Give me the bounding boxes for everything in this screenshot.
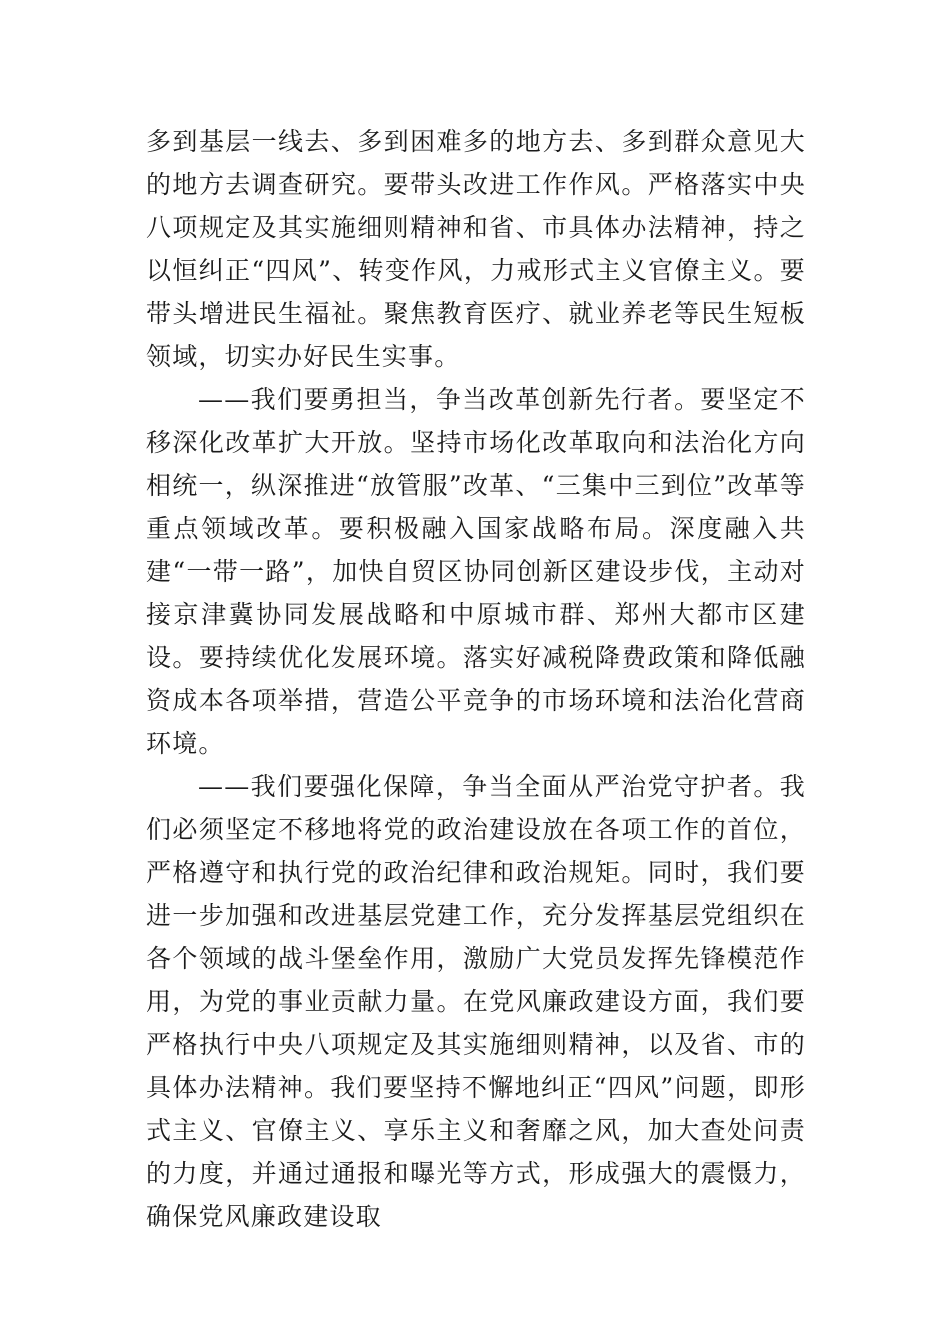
document-body [146, 120, 806, 1238]
paragraph-2: ——我们要勇担当，争当改革创新先行者。要坚定不移深化改革扩大开放。坚持市场化改革取向和法治化方向相统一，纵深推进“放管服”改革、“三集中三到位”改革等重点领域改革。要积极融入国家战略布局。深度融入共建“一带一路”，加快自贸区协同创新区建设步伐，主动对接京津冀协同发展战略和中原城市群、郑州大都市区建设。要持续优化发展环境。落实好减税降费政策和降低融资成本各项举措，营造公平竞争的市场环境和法治化营商环境。 [146, 385, 806, 758]
paragraph-1: 多到基层一线去、多到困难多的地方去、多到群众意见大的地方去调查研究。要带头改进工作作风。严格落实中央八项规定及其实施细则精神和省、市具体办法精神，持之以恒纠正“四风”、转变作风，力戒形式主义官僚主义。要带头增进民生福祉。聚焦教育医疗、就业养老等民生短板领域，切实办好民生实事。 [146, 127, 806, 371]
paragraph-3: ——我们要强化保障，争当全面从严治党守护者。我们必须坚定不移地将党的政治建设放在各项工作的首位，严格遵守和执行党的政治纪律和政治规矩。同时，我们要进一步加强和改进基层党建工作，充分发挥基层党组织在各个领域的战斗堡垒作用，激励广大党员发挥先锋模范作用，为党的事业贡献力量。在党风廉政建设方面，我们要严格执行中央八项规定及其实施细则精神，以及省、市的具体办法精神。我们要坚持不懈地纠正“四风”问题，即形式主义、官僚主义、享乐主义和奢靡之风，加大查处问责的力度，并通过通报和曝光等方式，形成强大的震慑力，确保党风廉政建设取 [146, 772, 806, 1231]
